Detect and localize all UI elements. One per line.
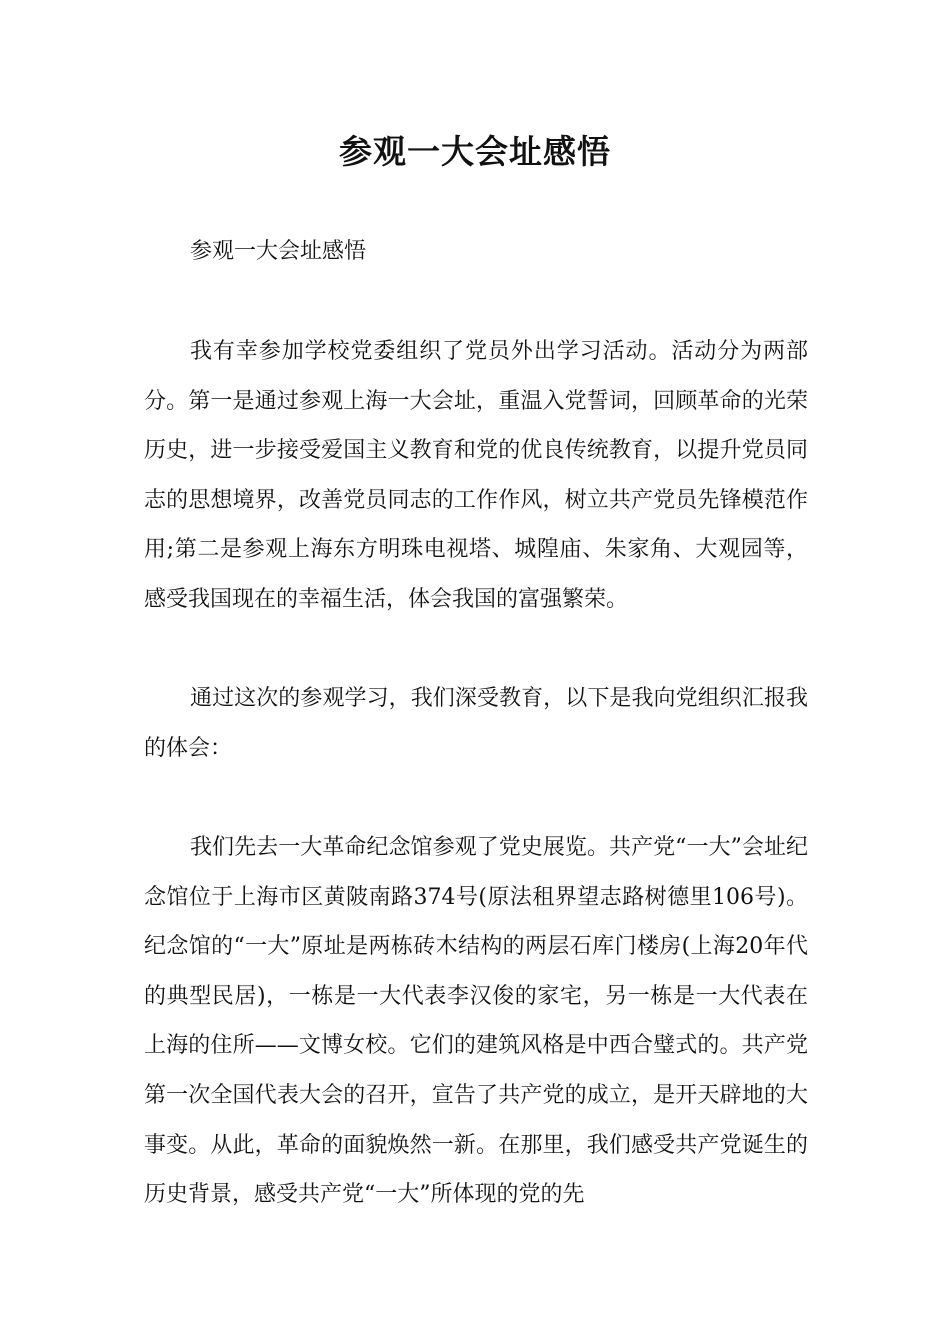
document-title: 参观一大会址感悟	[339, 132, 611, 171]
paragraph-2: 通过这次的参观学习，我们深受教育，以下是我向党组织汇报我的体会：	[144, 686, 808, 761]
document-subtitle: 参观一大会址感悟	[190, 239, 367, 264]
paragraph-3: 我们先去一大革命纪念馆参观了党史展览。共产党“一大”会址纪念馆位于上海市区黄陂南路374号(原法租界望志路树德里106号)。纪念馆的“一大”原址是两栋砖木结构的两层石库门楼房(上海20年代的典型民居)，一栋是一大代表李汉俊的家宅，另一栋是一大代表在上海的住所——文博女校。它们的建筑风格是中西合璧式的。共产党第一次全国代表大会的召开，宣告了共产党的成立，是开天辟地的大事变。从此，革命的面貌焕然一新。在那里，我们感受共产党诞生的历史背景，感受共产党“一大”所体现的党的先	[144, 835, 808, 1208]
paragraph-1: 我有幸参加学校党委组织了党员外出学习活动。活动分为两部分。第一是通过参观上海一大会址，重温入党誓词，回顾革命的光荣历史，进一步接受爱国主义教育和党的优良传统教育，以提升党员同志的思想境界，改善党员同志的工作作风，树立共产党员先锋模范作用;第二是参观上海东方明珠电视塔、城隍庙、朱家角、大观园等，感受我国现在的幸福生活，体会我国的富强繁荣。	[144, 339, 808, 612]
